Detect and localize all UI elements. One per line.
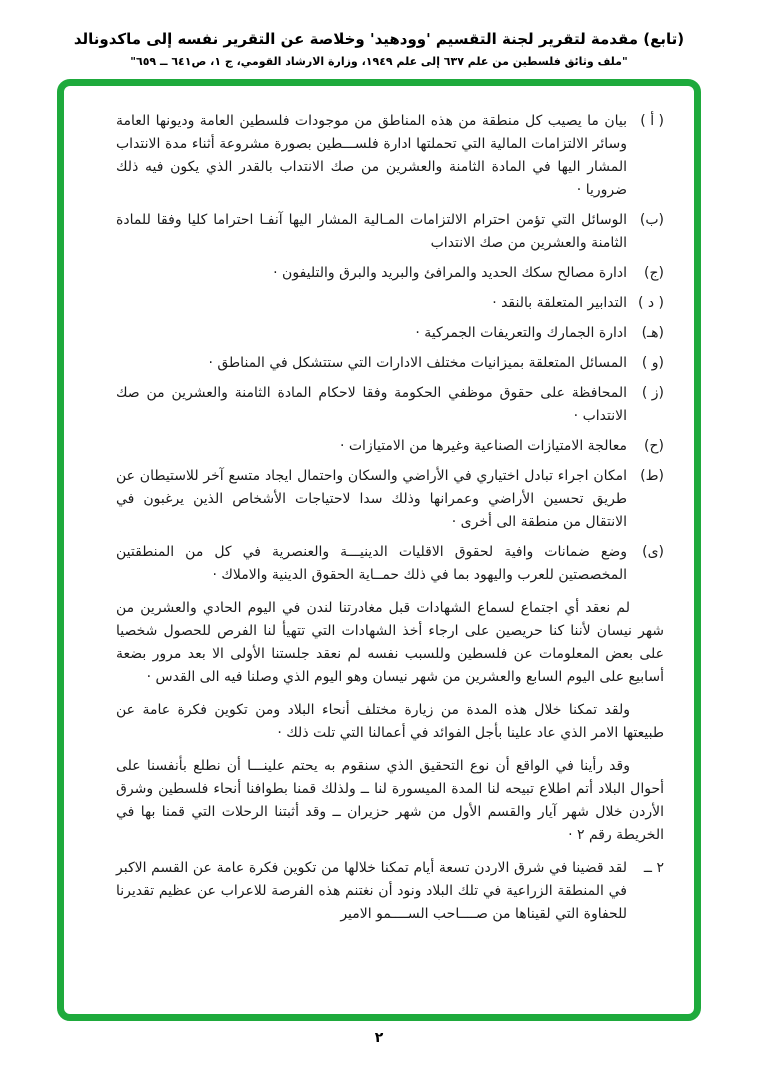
item-marker: (هـ) (641, 325, 664, 341)
list-item-jim (116, 262, 664, 285)
item-text: الوسائل التي تؤمن احترام الالتزامات المـالية المشار اليها آنفـا احتراما كليا وفقا للمادة الثامنة والعشرين من صك الانتداب (116, 212, 627, 251)
item-marker: ( أ ) (640, 113, 664, 129)
item-text: المحافظة على حقوق موظفي الحكومة وفقا لاحكام المادة الثامنة والعشرين من صك الانتداب · (116, 385, 627, 424)
item-marker: (ح) (644, 438, 664, 454)
list-item-alef (116, 110, 664, 202)
paragraph-inquiry-travels: وقد رأينا في الواقع أن نوع التحقيق الذي سنقوم به يحتم علينـــا أن نطلع بأنفسنا على أحوال البلاد أتم اطلاع تبيحه لنا المدة الميسورة لنا ــ ولذلك قمنا بطوافنا أنحاء فلسطين وشرق الأردن خلال شهر آيار والقسم الأول من شهر حزيران ــ وقد أثبتنا الرحلات التي قمنا بها في الخريطة رقم ٢ · (116, 758, 664, 843)
item-text: ادارة الجمارك والتعريفات الجمركية · (415, 325, 627, 341)
page-header (0, 0, 758, 68)
source-citation-line: "ملف وثائق فلسطين من علم ٦٣٧ إلى علم ١٩٤٩، وزارة الارشاد القومي، ج ١، ص٦٤١ ــ ٦٥٩" (130, 55, 628, 68)
item-text: التدابير المتعلقة بالنقد · (492, 295, 627, 311)
item-text: بيان ما يصيب كل منطقة من هذه المناطق من موجودات فلسطين العامة وديونها العامة وسائر الالتزامات المالية التي تحملتها ادارة فلســـطين بصورة مشروعة أثناء مدة الانتداب المشار اليها في المادة الثامنة والعشرين من صك الانتداب بالقدر الذي يكون فيه ذلك ضروريا · (116, 113, 627, 198)
list-item-zay (116, 382, 664, 428)
paragraph-country-tour: ولقد تمكنا خلال هذه المدة من زيارة مختلف أنحاء البلاد ومن تكوين فكرة عامة عن طبيعتها الامر الذي عاد علينا بأجل الفوائد في أعمالنا التي تلت ذلك · (116, 702, 664, 741)
item-marker: (ب) (639, 212, 664, 228)
item-marker: (ط) (640, 468, 664, 484)
item-text: لقد قضينا في شرق الاردن تسعة أيام تمكنا خلالها من تكوين فكرة عامة عن القسم الاكبر في المنطقة الزراعية في تلك البلاد ونود أن نغتنم هذه الفرصة للاعراب عن عظيم تقديرنا للحفاوة التي لقيناها من صــــاحب الســــمو الامير (116, 860, 627, 922)
page-footer (0, 1030, 758, 1046)
list-item-ha (116, 322, 664, 345)
item-marker: (ج) (644, 265, 664, 281)
document-frame (57, 79, 701, 1021)
item-text: معالجة الامتيازات الصناعية وغيرها من الامتيازات · (339, 438, 627, 454)
item-text: وضع ضمانات وافية لحقوق الاقليات الدينيـــة والعنصرية في كل من المنطقتين المخصصتين للعرب واليهود بما في ذلك حمــاية الحقوق الدينية والاملاك · (116, 544, 627, 583)
item-text: امكان اجراء تبادل اختياري في الأراضي والسكان واحتمال ايجاد متسع آخر للاستيطان عن طريق تحسين الأراضي وعمرانها وذلك سدا لاحتياجات الأشخاص الذين يرغبون في الانتقال من منطقة الى أخرى · (116, 468, 627, 530)
item-marker: (ى) (642, 544, 664, 560)
item-marker: (و ) (641, 355, 664, 371)
list-item-waw (116, 352, 664, 375)
list-item-hha (116, 435, 664, 458)
list-item-ya (116, 541, 664, 587)
list-item-ba (116, 209, 664, 255)
item-text: ادارة مصالح سكك الحديد والمرافئ والبريد والبرق والتليفون · (273, 265, 627, 281)
list-item-dal (116, 292, 664, 315)
item-marker: (ز ) (641, 385, 664, 401)
numbered-item-2 (116, 857, 664, 926)
paragraph-hearings: لم نعقد أي اجتماع لسماع الشهادات قبل مغادرتنا لندن في اليوم الحادي والعشرين من شهر نيسان لأننا كنا حريصين على ارجاء أخذ الشهادات التي تتهيأ لنا الفرص للحصول شخصيا على بعض المعلومات عن فلسطين وللسبب نفسه لم نعقد جلستنا الأولى الا بعد مرور بضعة أسابيع على اليوم السابع والعشرين من شهر نيسان وهو اليوم الذي وصلنا فيه الى القدس · (116, 600, 664, 685)
page-title: (تابع) مقدمة لتقرير لجنة التقسيم 'وودهيد' وخلاصة عن التقرير نفسه إلى ماكدونالد (73, 30, 685, 48)
item-marker: ٢ ــ (643, 860, 664, 876)
page-number: ٢ (374, 1030, 384, 1046)
list-item-tta (116, 465, 664, 534)
item-marker: ( د ) (637, 295, 664, 311)
item-text: المسائل المتعلقة بميزانيات مختلف الادارات التي ستتشكل في المناطق · (208, 355, 627, 371)
